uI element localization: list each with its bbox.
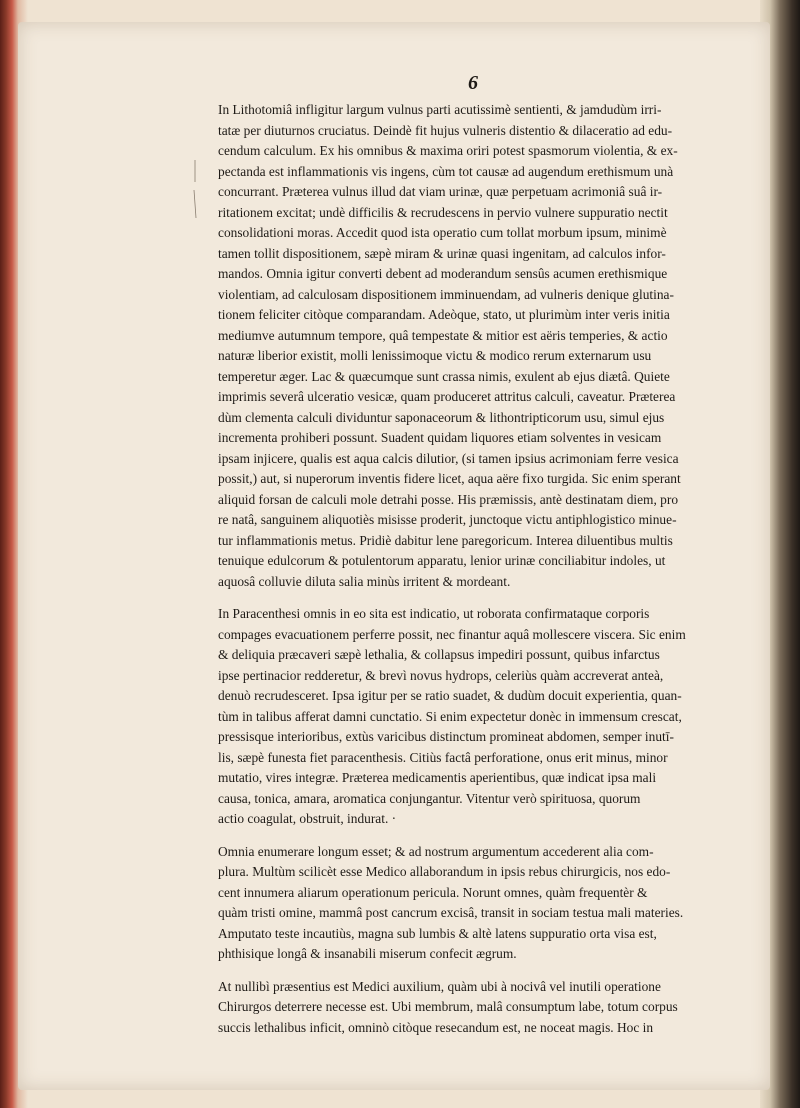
text-line: tatæ per diuturnos cruciatus. Deindè fit hujus vulneris distentio & dilaceratio ad edu-: [218, 122, 673, 138]
text-line: tur inflammationis metus. Pridiè dabitur lene paregoricum. Interea diluentibus multis: [218, 532, 673, 548]
text-line: At nullibì præsentius est Medici auxilium, quàm ubi à nocivâ vel inutili operatione: [218, 978, 661, 994]
text-line: ipse pertinacior redderetur, & brevì novus hydrops, celeriùs quàm accreverat anteà,: [218, 667, 664, 683]
text-line: possit,) aut, si nuperorum inventis fidere licet, aqua aëre fixo turgida. Sic enim sperant: [218, 471, 681, 486]
text-line: compages evacuationem perferre possit, nec finantur aquâ mollescere viscera. Sic enim: [218, 626, 686, 642]
text-line: Omnia enumerare longum esset; & ad nostrum argumentum accederent alia com-: [218, 843, 654, 859]
paragraph-physician-help: [200, 977, 750, 1039]
text-line: consolidationi moras. Accedit quod ista operatio cum tollat morbum ipsum, minimè: [218, 225, 667, 240]
text-line: Amputato teste incautiùs, magna sub lumbis & altè latens suppuratio orta visa est,: [218, 925, 657, 941]
text-line: quàm tristi omine, mammâ post cancrum excisâ, transit in sociam testua mali materies.: [218, 905, 684, 920]
text-line: re natâ, sanguinem aliquotiès misisse proderit, junctoque victu antiphlogistico minue-: [218, 512, 677, 527]
paragraph-other-operations: [200, 842, 750, 965]
text-line: mutatio, vires integræ. Præterea medicamentis aperientibus, quæ indicat ipsa mali: [218, 770, 657, 785]
text-line: plura. Multùm scilicèt esse Medico allaborandum in ipsis rebus chirurgicis, nos edo-: [218, 864, 671, 879]
margin-pencil-mark: [192, 160, 198, 220]
text-line: tùm in talibus afferat damni cunctatio. Si enim expectetur donèc in immensum crescat,: [218, 708, 682, 724]
text-line: pressisque interioribus, extùs varicibus distinctum promineat abdomen, semper inutī-: [218, 729, 674, 744]
body-text: [200, 100, 750, 1038]
text-line: lis, sæpè funesta fiet paracenthesis. Citiùs factâ perforatione, onus erit minus, minor: [218, 749, 668, 765]
text-line: imprimis severâ ulceratio vesicæ, quam produceret attritus calculi, caveatur. Præterea: [218, 389, 676, 404]
text-line: In Paracenthesi omnis in eo sita est indicatio, ut roborata confirmataque corporis: [218, 606, 650, 621]
page-number: 6: [468, 72, 478, 94]
text-line: actio coagulat, obstruit, indurat. ·: [218, 811, 397, 826]
text-line: tenuique edulcorum & potulentorum apparatu, lenior urinæ conciliabitur indoles, ut: [218, 553, 666, 568]
text-line: aquosâ colluvie diluta salia minùs irritent & mordeant.: [218, 573, 511, 589]
text-line: pectanda est inflammationis vis ingens, cùm tot causæ ad augendum erethismum unà: [218, 163, 674, 179]
text-line: causa, tonica, amara, aromatica conjungantur. Vitentur verò spirituosa, quorum: [218, 790, 641, 806]
text-line: violentiam, ad calculosam dispositionem imminuendam, ad vulneris denique glutina-: [218, 286, 674, 302]
text-line: temperetur æger. Lac & quæcumque sunt crassa nimis, exulent ab ejus diætâ. Quiete: [218, 368, 670, 384]
text-line: mandos. Omnia igitur converti debent ad moderandum sensûs acumen erethismique: [218, 266, 668, 281]
text-line: phthisique longâ & insanabili miserum confecit ægrum.: [218, 946, 517, 961]
text-line: incrementa prohiberi possunt. Suadent quidam liquores etiam solventes in vesicam: [218, 430, 662, 445]
text-line: denuò recrudesceret. Ipsa igitur per se ratio suadet, & dudùm docuit experientia, quan-: [218, 688, 682, 703]
text-line: & deliquia præcaveri sæpè lethalia, & collapsus impediri possunt, quibus infarctus: [218, 647, 660, 662]
text-line: aliquid forsan de calculi mole detrahi posse. His præmissis, antè destinatam diem, pro: [218, 491, 679, 507]
text-line: ipsam injicere, qualis est aqua calcis dilutior, (si tamen ipsius acrimoniam ferre vesica: [218, 450, 679, 466]
text-line: cent innumera aliarum operationum pericula. Norunt omnes, quàm frequentèr &: [218, 884, 648, 900]
text-line: ritationem excitat; undè difficilis & recrudescens in pervio vulnere suppuratio nectit: [218, 204, 668, 220]
text-line: naturæ liberior existit, molli lenissimoque victu & modico rerum externarum usu: [218, 348, 652, 363]
text-line: Chirurgos deterrere necesse est. Ubi membrum, malâ consumptum labe, totum corpus: [218, 999, 678, 1014]
text-line: concurrant. Præterea vulnus illud dat viam urinæ, quæ perpetuam acrimoniâ suâ ir-: [218, 184, 663, 199]
text-line: mediumve autumnum tempore, quâ tempestate & mitior est aëris temperies, & actio: [218, 327, 668, 343]
text-line: tamen tollit dispositionem, sæpè miram & urinæ quasi ingenitam, ad calculos infor-: [218, 245, 666, 261]
paragraph-lithotomy: [200, 100, 750, 592]
paragraph-paracenthesis: [200, 604, 750, 830]
text-line: cendum calculum. Ex his omnibus & maxima oriri potest spasmorum violentia, & ex-: [218, 143, 678, 158]
text-line: tionem feliciter citòque comparandam. Adeòque, stato, ut plurimùm inter veris initia: [218, 307, 670, 322]
text-line: succis lethalibus inficit, omninò citòque resecandum est, ne noceat magis. Hoc in: [218, 1019, 654, 1035]
text-line: In Lithotomiâ infligitur largum vulnus parti acutissimè sentienti, & jamdudùm irri-: [218, 102, 662, 117]
text-line: dùm clementa calculi dividuntur saponaceorum & lithontripticorum usu, simul ejus: [218, 409, 665, 425]
